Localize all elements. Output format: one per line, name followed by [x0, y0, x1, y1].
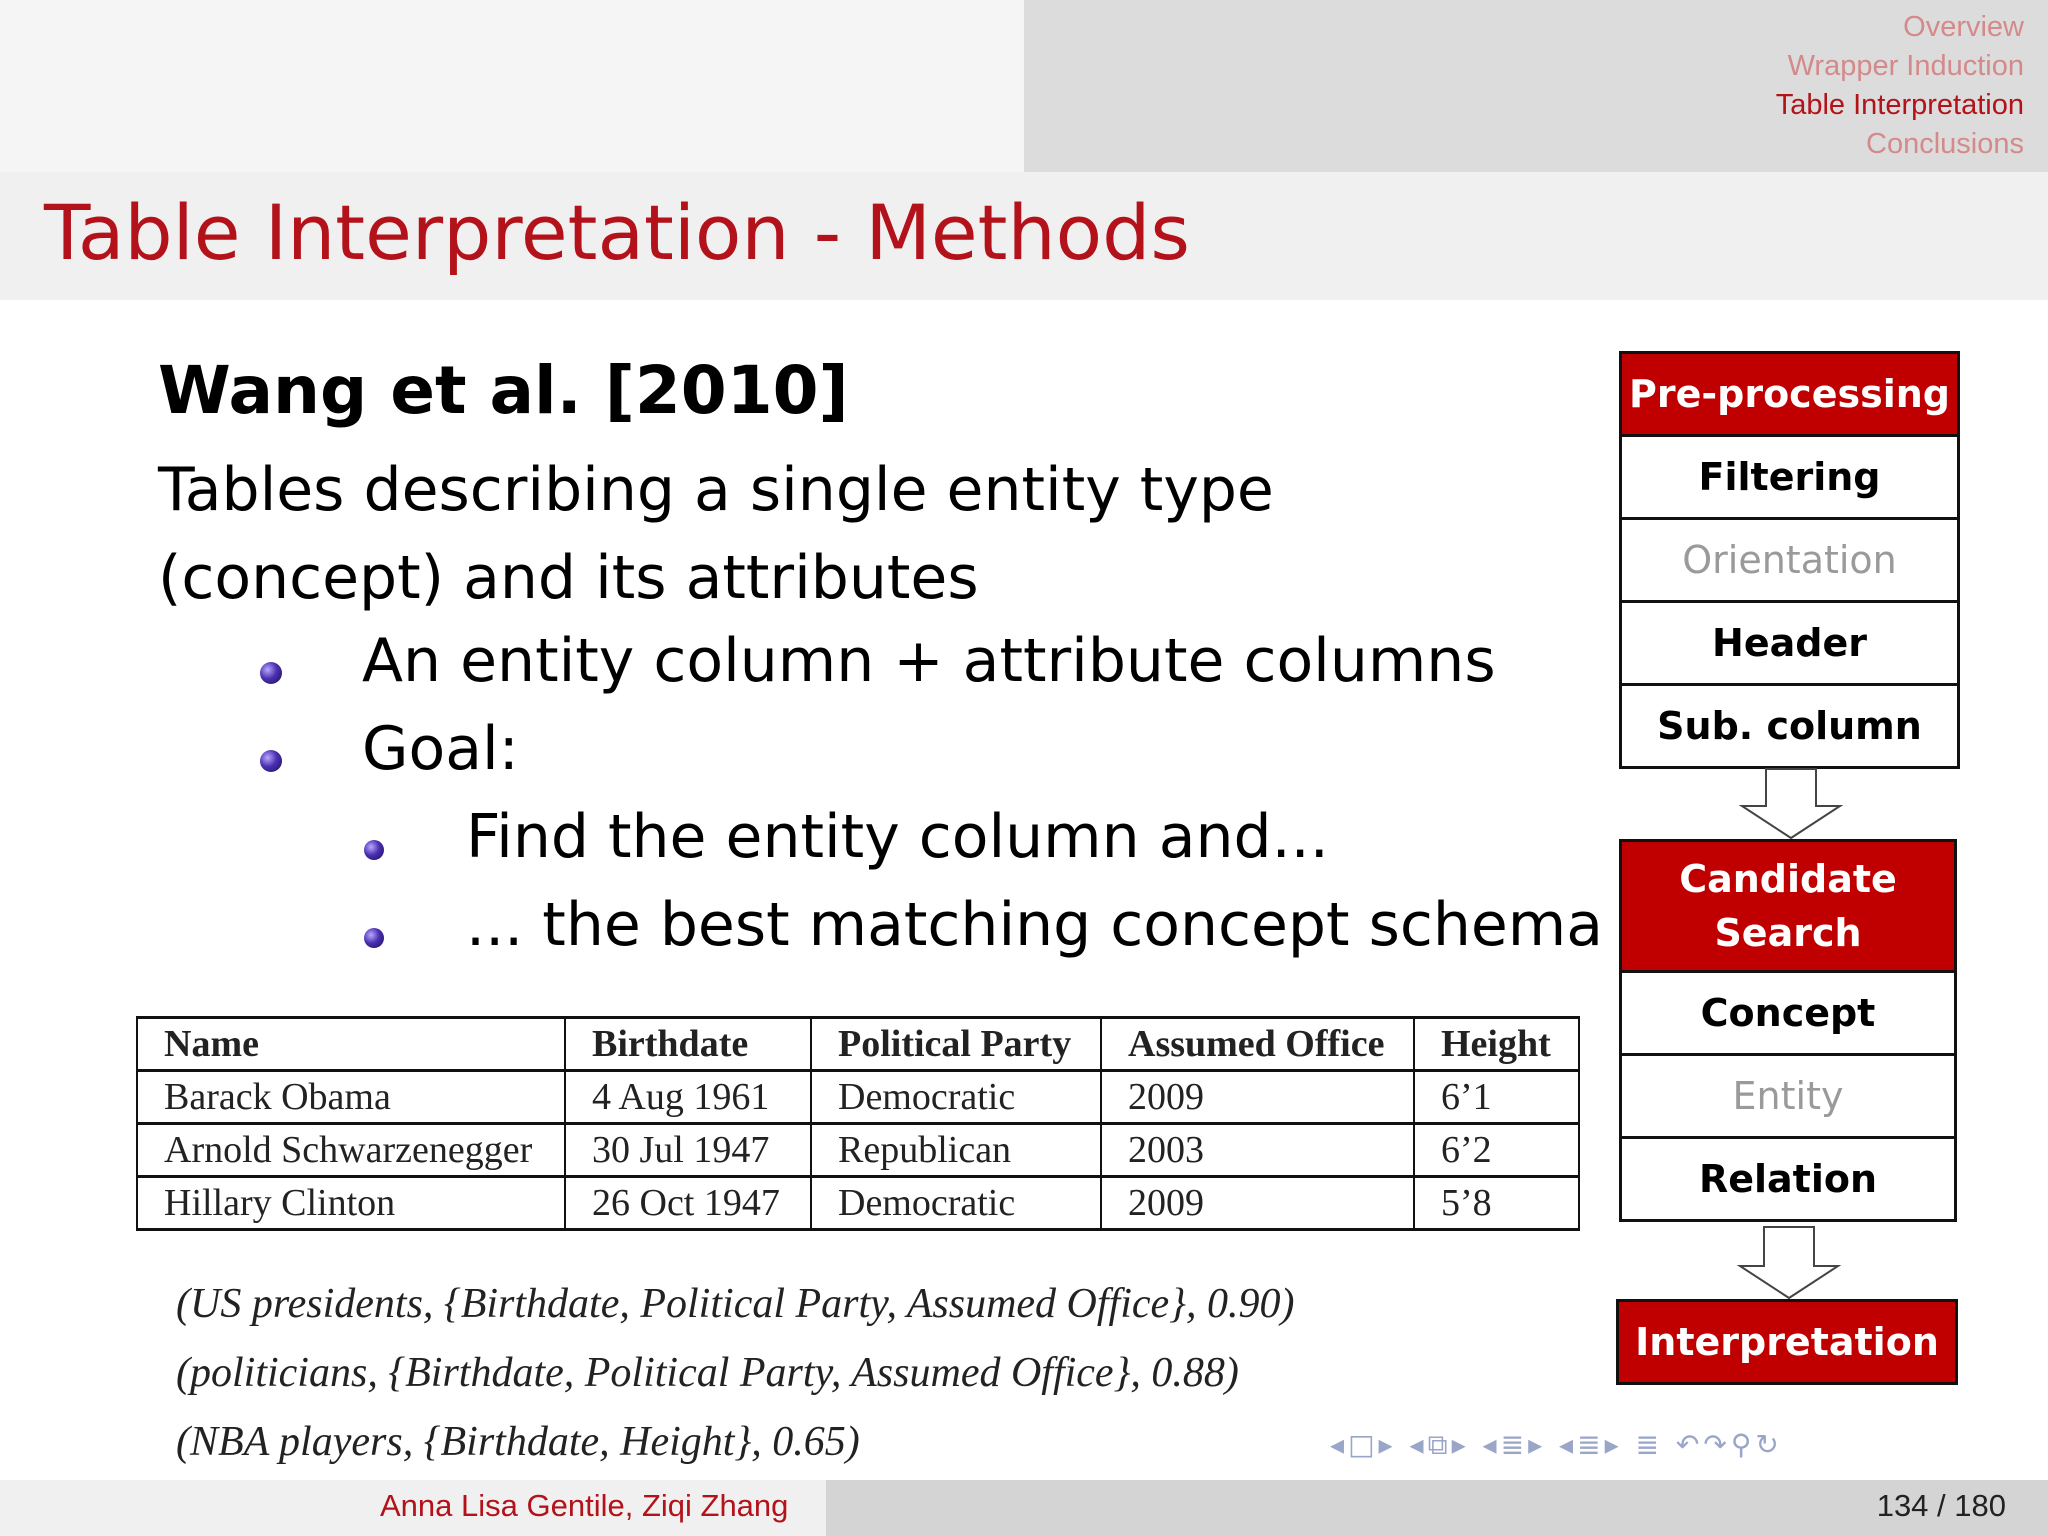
nav-item-overview[interactable]: Overview — [1903, 11, 2024, 43]
table-cell: 4 Aug 1961 — [565, 1071, 811, 1124]
example-table — [136, 1016, 1580, 1231]
pipeline-step-filtering: Filtering — [1619, 434, 1960, 520]
pipeline-step-entity: Entity — [1619, 1053, 1957, 1139]
concept-result-line: (NBA players, {Birthdate, Height}, 0.65) — [176, 1419, 860, 1465]
footer-authors: Anna Lisa Gentile, Ziqi Zhang — [380, 1488, 789, 1523]
pipeline-step-sub-column: Sub. column — [1619, 683, 1960, 769]
table-cell: Arnold Schwarzenegger — [137, 1124, 565, 1177]
subsection-icon[interactable]: ⧉ — [1427, 1428, 1452, 1461]
frame-next-icon[interactable]: ▸ — [1378, 1428, 1397, 1461]
table-cell: 30 Jul 1947 — [565, 1124, 811, 1177]
section-icon[interactable]: ≣ — [1500, 1428, 1529, 1461]
bullet-item: Goal: — [362, 714, 519, 784]
description-text: Tables describing a single entity type (concept) and its attributes — [158, 455, 1274, 613]
table-cell: 2003 — [1101, 1124, 1414, 1177]
pipeline-step-preprocessing: Pre-processing — [1619, 351, 1960, 437]
redo-icon[interactable]: ↷ — [1703, 1428, 1731, 1461]
slide-title: Table Interpretation - Methods — [44, 188, 1190, 277]
pipeline-step-header: Header — [1619, 600, 1960, 686]
document-icon[interactable]: ≣ — [1577, 1428, 1605, 1461]
pipeline-step-candidate-search: Candidate Search — [1619, 839, 1957, 973]
header-nav-panel — [0, 0, 1024, 172]
table-row — [137, 1124, 1579, 1177]
frame-prev-icon[interactable]: ◂ — [1330, 1428, 1349, 1461]
page-number: 134 / 180 — [1876, 1488, 2006, 1523]
table-cell: 2009 — [1101, 1177, 1414, 1230]
appendix-icon[interactable]: ≣ — [1635, 1428, 1663, 1461]
section-prev-icon[interactable]: ◂ — [1482, 1428, 1501, 1461]
table-row — [137, 1071, 1579, 1124]
down-arrow-icon — [1736, 768, 1846, 840]
frame-icon[interactable]: □ — [1348, 1428, 1379, 1461]
subsection-prev-icon[interactable]: ◂ — [1409, 1428, 1428, 1461]
beamer-navigation-controls — [1330, 1428, 1783, 1462]
column-header: Height — [1414, 1018, 1579, 1071]
column-header: Name — [137, 1018, 565, 1071]
undo-icon[interactable]: ↶ — [1675, 1428, 1704, 1461]
section-navigation — [1776, 8, 2024, 164]
table-row — [137, 1177, 1579, 1230]
nav-item-conclusions[interactable]: Conclusions — [1866, 128, 2024, 160]
sub-bullet-icon — [364, 840, 384, 860]
table-cell: 26 Oct 1947 — [565, 1177, 811, 1230]
section-next-icon[interactable]: ▸ — [1528, 1428, 1547, 1461]
bullet-item: An entity column + attribute columns — [362, 626, 1496, 696]
table-cell: 5’8 — [1414, 1177, 1579, 1230]
down-arrow-icon — [1734, 1226, 1844, 1300]
nav-item-wrapper-induction[interactable]: Wrapper Induction — [1787, 50, 2024, 82]
concept-results — [176, 1270, 1294, 1477]
search-icon[interactable]: ⚲ — [1730, 1428, 1756, 1461]
forward-icon[interactable]: ↻ — [1755, 1428, 1783, 1461]
pipeline-step-orientation: Orientation — [1619, 517, 1960, 603]
bullet-icon — [260, 750, 282, 772]
subsection-next-icon[interactable]: ▸ — [1451, 1428, 1470, 1461]
table-cell: Barack Obama — [137, 1071, 565, 1124]
sub-bullet-icon — [364, 928, 384, 948]
concept-result-line: (US presidents, {Birthdate, Political Party, Assumed Office}, 0.90) — [176, 1281, 1295, 1327]
bullet-icon — [260, 662, 282, 684]
table-header-row — [137, 1018, 1579, 1071]
table-cell: 6’1 — [1414, 1071, 1579, 1124]
pipeline-step-concept: Concept — [1619, 970, 1957, 1056]
table-cell: Democratic — [811, 1177, 1101, 1230]
footer-right-panel — [826, 1480, 2048, 1536]
nav-item-table-interpretation[interactable]: Table Interpretation — [1775, 89, 2024, 121]
column-header: Assumed Office — [1101, 1018, 1414, 1071]
document-prev-icon[interactable]: ◂ — [1559, 1428, 1578, 1461]
table-cell: 2009 — [1101, 1071, 1414, 1124]
table-cell: Hillary Clinton — [137, 1177, 565, 1230]
pipeline-step-interpretation: Interpretation — [1616, 1299, 1958, 1385]
column-header: Political Party — [811, 1018, 1101, 1071]
table-cell: Democratic — [811, 1071, 1101, 1124]
citation-heading: Wang et al. [2010] — [158, 352, 849, 429]
pipeline-step-relation: Relation — [1619, 1136, 1957, 1222]
sub-bullet-item: ... the best matching concept schema — [466, 890, 1604, 960]
table-cell: Republican — [811, 1124, 1101, 1177]
document-next-icon[interactable]: ▸ — [1604, 1428, 1623, 1461]
column-header: Birthdate — [565, 1018, 811, 1071]
concept-result-line: (politicians, {Birthdate, Political Party, Assumed Office}, 0.88) — [176, 1350, 1239, 1396]
sub-bullet-item: Find the entity column and... — [466, 802, 1329, 872]
table-cell: 6’2 — [1414, 1124, 1579, 1177]
